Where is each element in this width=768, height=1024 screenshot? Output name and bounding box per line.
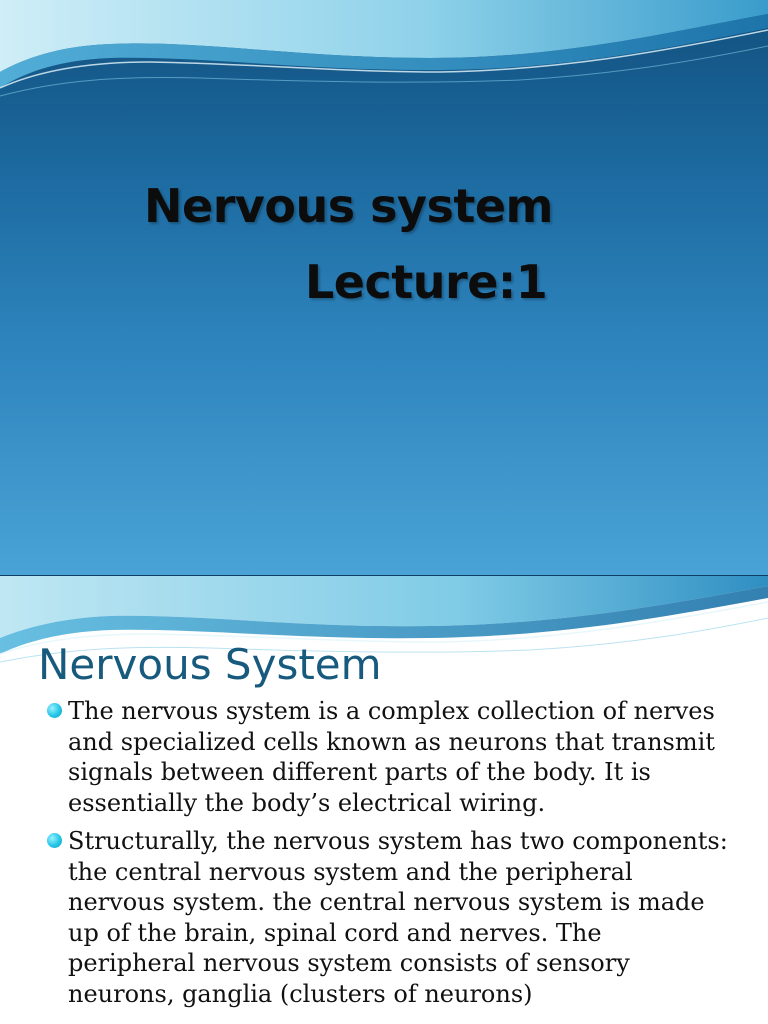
title-line-2: Lecture:1 xyxy=(305,255,548,309)
bullet-text: Structurally, the nervous system has two components: the central nervous system and the peripheral nervous system. the central nervous system is made up of the brain, spinal cord and nerves. The peripheral nervous system consists of sensory neurons, ganglia (clusters of neurons) xyxy=(68,827,728,1008)
bullet-icon xyxy=(47,703,62,718)
slide-heading: Nervous System xyxy=(38,640,382,689)
slide-title xyxy=(0,168,768,318)
content-slide xyxy=(0,576,768,1024)
bullet-icon xyxy=(47,833,62,848)
bullet-text: The nervous system is a complex collection of nerves and specialized cells known as neurons that transmit signals between different parts of the body. It is essentially the body’s electrical wiring. xyxy=(68,697,715,817)
bullet-list xyxy=(0,696,768,1017)
wave-decoration-top xyxy=(0,0,768,110)
title-line-1: Nervous system xyxy=(144,179,553,233)
bullet-item xyxy=(0,826,768,1009)
bullet-item xyxy=(0,696,768,818)
